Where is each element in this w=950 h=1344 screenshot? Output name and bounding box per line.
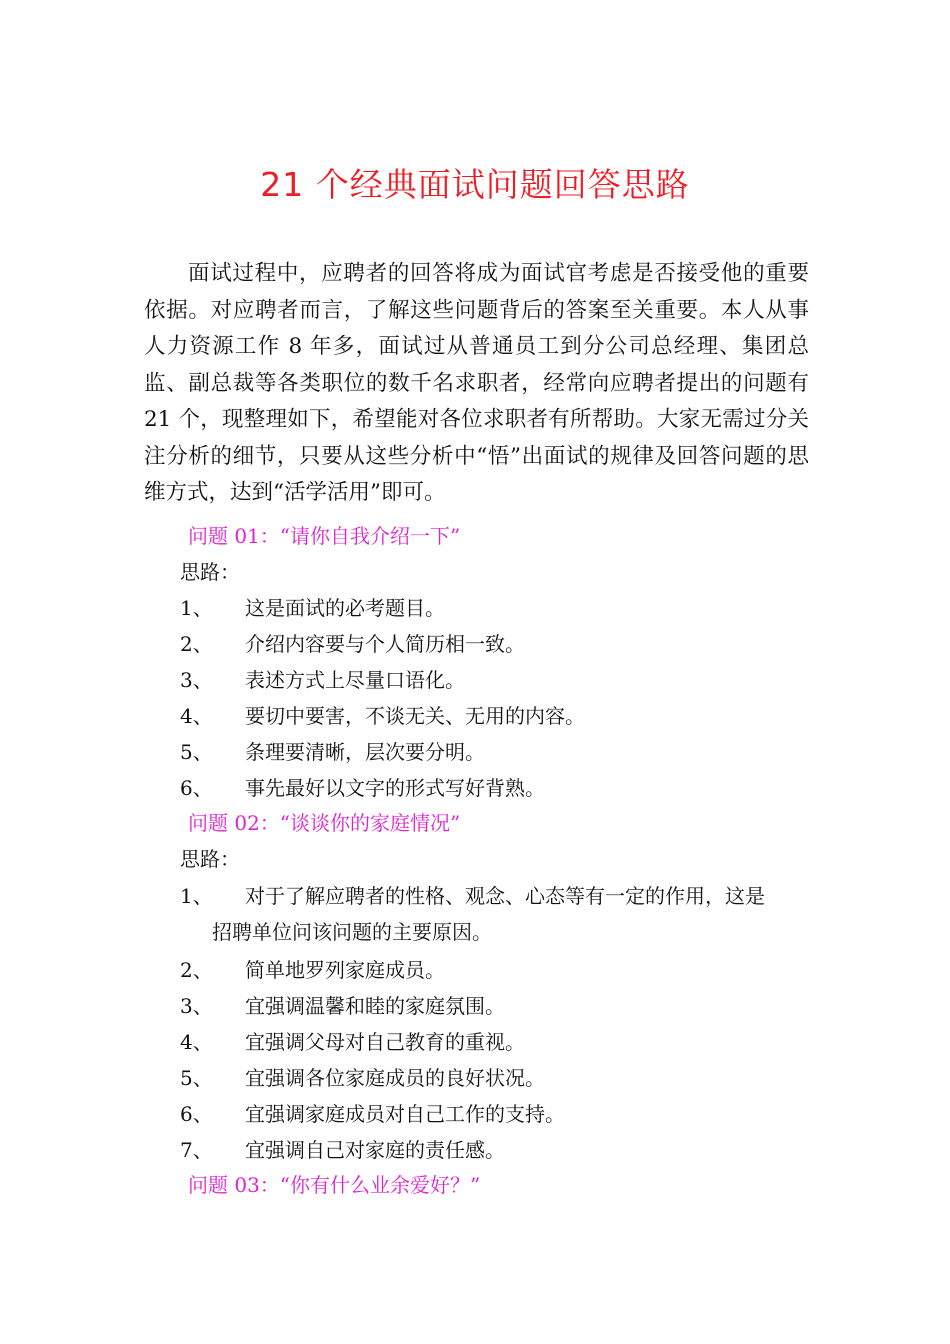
question-01-heading: 问题 01：“请你自我介绍一下”	[188, 524, 461, 548]
list-item-text: 要切中要害，不谈无关、无用的内容。	[245, 704, 585, 728]
list-item	[180, 1060, 810, 1096]
list-item	[180, 698, 810, 734]
list-item-text: 条理要清晰，层次要分明。	[245, 740, 485, 764]
document-title: 21 个经典面试问题回答思路	[260, 165, 690, 204]
list-item-number: 4、	[180, 704, 213, 728]
list-item-text: 宜强调家庭成员对自己工作的支持。	[245, 1102, 565, 1126]
list-item-text-continued: 招聘单位问该问题的主要原因。	[212, 920, 492, 944]
question-02-heading: 问题 02：“谈谈你的家庭情况”	[188, 811, 461, 835]
list-item	[180, 1024, 810, 1060]
list-item-number: 1、	[180, 596, 213, 620]
question-01-approach-label: 思路：	[180, 560, 240, 584]
list-item	[180, 662, 810, 698]
list-item	[180, 1096, 810, 1132]
list-item-number: 2、	[180, 958, 213, 982]
list-item	[180, 770, 810, 806]
list-item-number: 5、	[180, 740, 213, 764]
list-item-number: 4、	[180, 1030, 213, 1054]
list-item	[180, 590, 810, 626]
list-item	[180, 1132, 810, 1168]
list-item-text: 事先最好以文字的形式写好背熟。	[245, 776, 545, 800]
list-item-text: 对于了解应聘者的性格、观念、心态等有一定的作用，这是	[245, 884, 765, 908]
list-item-number: 7、	[180, 1138, 213, 1162]
list-item	[180, 952, 810, 988]
list-item-text: 宜强调父母对自己教育的重视。	[245, 1030, 525, 1054]
list-item	[180, 734, 810, 770]
intro-paragraph: 面试过程中，应聘者的回答将成为面试官考虑是否接受他的重要依据。对应聘者而言，了解这些问题背后的答案至关重要。本人从事人力资源工作 8 年多，面试过从普通员工到分公司总经理、集团总监、副总裁等各类职位的数千名求职者，经常向应聘者提出的问题有 21 个，现整理如下，希望能对各位求职者有所帮助。大家无需过分关注分析的细节，只要从这些分析中“悟”出面试的规律及回答问题的思维方式，达到“活学活用”即可。	[144, 261, 809, 505]
list-item-text: 这是面试的必考题目。	[245, 596, 445, 620]
list-item-text: 表述方式上尽量口语化。	[245, 668, 465, 692]
list-item-number: 5、	[180, 1066, 213, 1090]
list-item-number: 1、	[180, 884, 213, 908]
list-item	[180, 878, 810, 950]
question-02-approach-label: 思路：	[180, 847, 240, 871]
list-item-number: 2、	[180, 632, 213, 656]
list-item-text: 宜强调温馨和睦的家庭氛围。	[245, 994, 505, 1018]
question-03-heading: 问题 03：“你有什么业余爱好？”	[188, 1173, 481, 1197]
list-item-text: 介绍内容要与个人简历相一致。	[245, 632, 525, 656]
list-item-text: 宜强调自己对家庭的责任感。	[245, 1138, 505, 1162]
list-item	[180, 988, 810, 1024]
list-item-number: 6、	[180, 776, 213, 800]
list-item-number: 3、	[180, 668, 213, 692]
list-item	[180, 626, 810, 662]
list-item-number: 3、	[180, 994, 213, 1018]
list-item-number: 6、	[180, 1102, 213, 1126]
list-item-text: 简单地罗列家庭成员。	[245, 958, 445, 982]
list-item-text: 宜强调各位家庭成员的良好状况。	[245, 1066, 545, 1090]
